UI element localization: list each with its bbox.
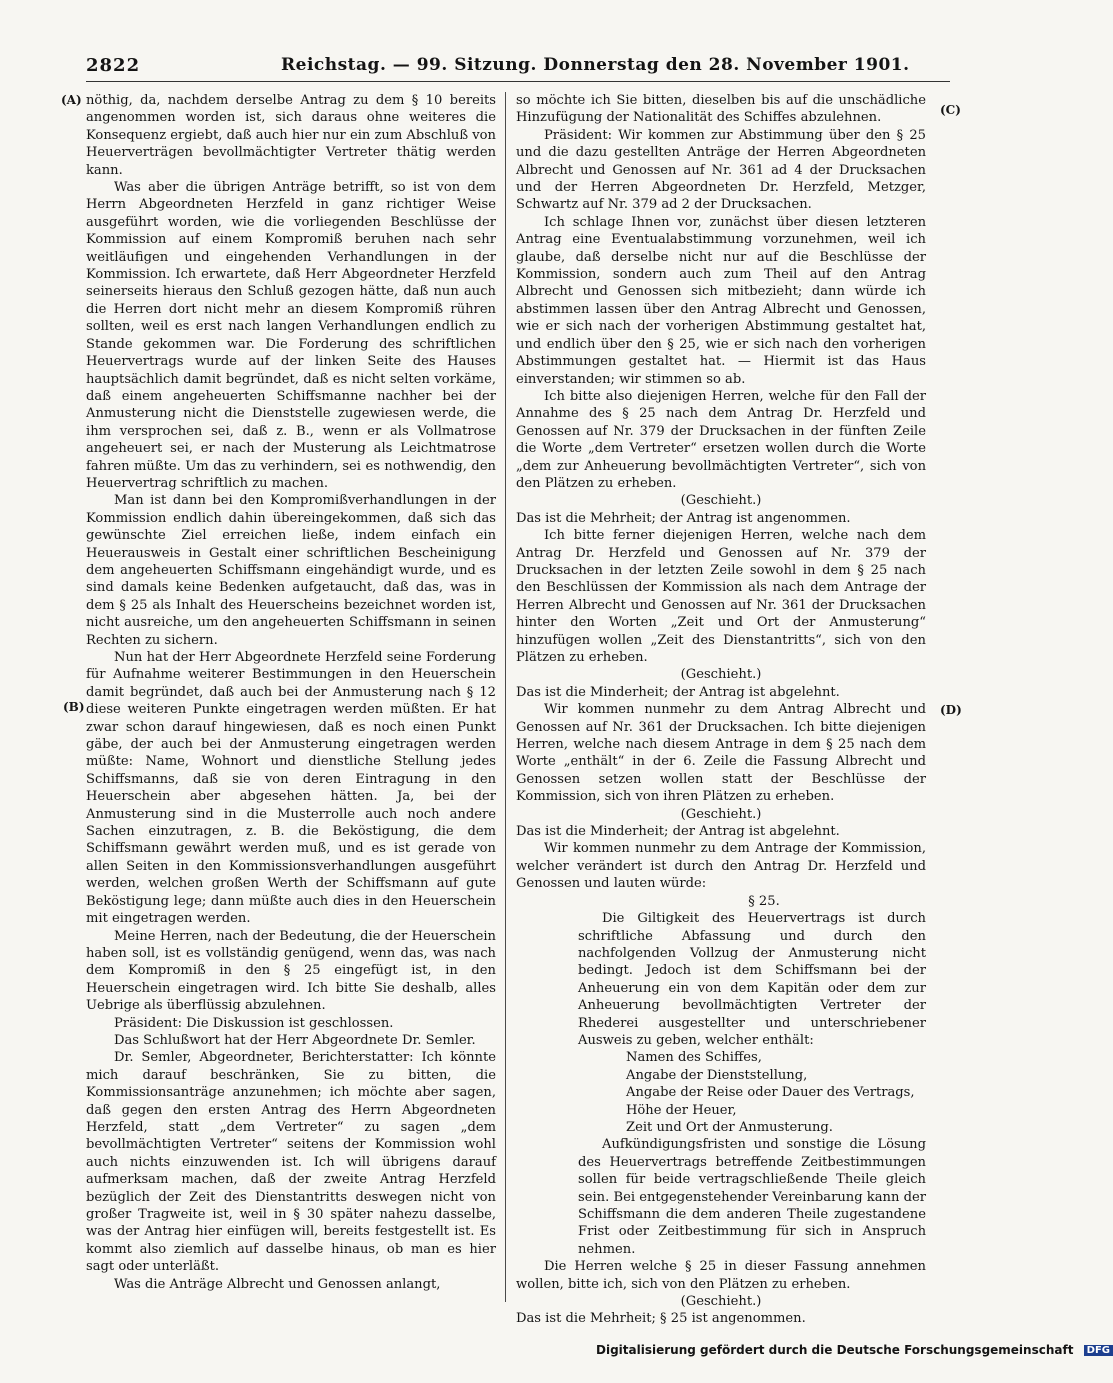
paragraph: Was aber die übrigen Anträge betrifft, so ist von dem Herrn Abgeordneten Herzfeld in ganz richtiger Weise ausgeführt worden, wie die vorliegenden Beschlüsse der Kommission auf einem Kompromiß beruhen nach sehr weitläufigen und eingehenden Verhandlungen in der Kommission. Ich erwartete, daß Herr Abgeordneter Herzfeld seinerseits hieraus den Schluß gezogen hätte, daß nun auch die Herren dort nicht mehr an diesem Kompromiß rühren sollten, weil es erst nach langen Verhandlungen endlich zu Stande gekommen war. Die Forderung des schriftlichen Heuervertrags wurde auf der linken Seite des Hauses hauptsächlich damit begründet, daß es nicht selten vorkäme, daß einem angeheuerten Schiffsmanne nachher bei der Anmusterung nicht die Dienststelle zugewiesen werde, die ihm versprochen sei, daß z. B., wenn er als Vollmatrose angeheuert sei, er nach der Musterung als Leichtmatrose fahren müßte. Um das zu verhindern, sei es nothwendig, den Heuervertrag schriftlich zu machen. xyxy=(86,180,496,491)
paragraph: Ich bitte ferner diejenigen Herren, welche nach dem Antrag Dr. Herzfeld und Genossen auf Nr. 379 der Drucksachen in der letzten Zeile sowohl in dem § 25 nach den Beschlüssen der Kommission als nach dem Antrage der Herren Albrecht und Genossen auf Nr. 361 der Drucksachen hinter den Worten „Zeit und Ort der Anmusterung“ hinzufügen wollen „Zeit des Dienstantritts“, sich von den Plätzen zu erheben. xyxy=(516,528,926,665)
law-item: Höhe der Heuer, xyxy=(626,1102,737,1118)
paragraph: Das Schlußwort hat der Herr Abgeordnete Dr. Semler. xyxy=(114,1032,476,1048)
page-number: 2822 xyxy=(86,55,141,76)
paragraph: Wir kommen nunmehr zu dem Antrage der Kommission, welcher verändert ist durch den Antrag Dr. Herzfeld und Genossen und lauten würde: xyxy=(516,841,926,892)
dfg-logo-icon: DFG xyxy=(1084,1345,1113,1356)
footer-credit xyxy=(596,1343,1110,1361)
law-item: Zeit und Ort der Anmusterung. xyxy=(626,1119,833,1135)
result-line: Das ist die Minderheit; der Antrag ist abgelehnt. xyxy=(516,684,840,700)
paragraph: Wir kommen nunmehr zu dem Antrag Albrecht und Genossen auf Nr. 361 der Drucksachen. Ich bitte diejenigen Herren, welche nach diesem Antrage in dem § 25 nach dem Worte „enthält“ in der 6. Zeile die Fassung Albrecht und Genossen setzen wollen statt der Beschlüsse der Kommission, sich von ihren Plätzen zu erheben. xyxy=(516,702,926,805)
law-item: Namen des Schiffes, xyxy=(626,1050,762,1066)
paragraph: Man ist dann bei den Kompromißverhandlungen in der Kommission endlich dahin übereingekommen, daß sich das gewünschte Ziel erreichen ließe, indem einfach ein Heuerausweis in Gestalt einer schriftlichen Bescheinigung dem angeheuerten Schiffsmann eingehändigt wurde, und es sind damals keine Bedenken aufgetaucht, daß das, was in dem § 25 als Inhalt des Heuerscheins bezeichnet worden ist, nicht ausreiche, um den angeheuerten Schiffsmann in seinen Rechten zu sichern. xyxy=(86,493,496,648)
law-item: Angabe der Reise oder Dauer des Vertrags, xyxy=(626,1085,915,1101)
stage-direction: (Geschieht.) xyxy=(680,806,762,822)
margin-mark-b: (B) xyxy=(63,700,85,714)
paragraph: Meine Herren, nach der Bedeutung, die der Heuerschein haben soll, ist es vollständig genügend, wenn das, was nach dem Kompromiß in den § 25 eingefügt ist, in den Heuerschein eingetragen wird. Ich bitte Sie deshalb, alles Uebrige als überflüssig abzulehnen. xyxy=(86,928,496,1014)
result-line: Das ist die Minderheit; der Antrag ist abgelehnt. xyxy=(516,824,840,840)
paragraph: Nun hat der Herr Abgeordnete Herzfeld seine Forderung für Aufnahme weiterer Bestimmungen in den Heuerschein damit begründet, daß auch bei der Anmusterung nach § 12 diese weiteren Punkte eingetragen werden müßten. Er hat zwar schon darauf hingewiesen, daß es noch einen Punkt gäbe, der auch bei der Anmusterung eingetragen werden müßte: Name, Wohnort und dienstliche Stellung jedes Schiffsmanns, daß sie von deren Eintragung in den Heuerschein aber abgesehen hätten. Ja, bei der Anmusterung sind in die Musterrolle auch noch andere Sachen einzutragen, z. B. die Beköstigung, die dem Schiffsmann gewährt werden muß, und es ist gerade von allen Seiten in den Kommissionsverhandlungen ausgeführt werden, welchen großen Werth der Schiffsmann auf gute Beköstigung lege; dann müßte auch dies in den Heuerschein mit eingetragen werden. xyxy=(86,650,496,927)
margin-mark-d: (D) xyxy=(940,703,962,717)
paragraph: nöthig, da, nachdem derselbe Antrag zu dem § 10 bereits angenommen worden ist, sich daraus ohne weiteres die Konsequenz ergiebt, daß auch hier nur ein zum Abschluß von Heuerverträgen bevollmächtigter Vertreter thätig werden kann. xyxy=(86,93,496,178)
paragraph: Präsident: Die Diskussion ist geschlossen. xyxy=(114,1015,394,1031)
law-paragraph: Die Giltigkeit des Heuervertrags ist durch schriftliche Abfassung und durch den nachfolgenden Vollzug der Anmusterung nicht bedingt. Jedoch ist dem Schiffsmann bei der Anheuerung ein von dem Kapitän oder dem zur Anheuerung bevollmächtigten Vertreter der Rhederei ausgestellter und unterschriebener Ausweis zu geben, welcher enthält: xyxy=(578,911,926,1048)
stage-direction: (Geschieht.) xyxy=(680,667,762,683)
result-line: Das ist die Mehrheit; der Antrag ist angenommen. xyxy=(516,510,851,526)
paragraph: so möchte ich Sie bitten, dieselben bis auf die unschädliche Hinzufügung der Nationalität des Schiffes abzulehnen. xyxy=(516,93,926,126)
paragraph: Dr. Semler, Abgeordneter, Berichterstatter: Ich könnte mich darauf beschränken, Sie zu bitten, die Kommissionsanträge anzunehmen; ich möchte aber sagen, daß gegen den ersten Antrag des Herrn Abgeordneten Herzfeld, statt „dem Vertreter“ zu sagen „dem bevollmächtigten Vertreter“ seitens der Kommission wohl auch nichts einzuwenden ist. Ich will übrigens darauf aufmerksam machen, daß der zweite Antrag Herzfeld bezüglich der Zeit des Dienstantritts deswegen nicht von großer Tragweite ist, weil in § 30 später nahezu dasselbe, was der Antrag hier einfügen will, bereits festgestellt ist. Es kommt also ziemlich auf dasselbe hinaus, ob man es hier sagt oder unterläßt. xyxy=(86,1050,496,1275)
paragraph: Präsident: Wir kommen zur Abstimmung über den § 25 und die dazu gestellten Anträge der Herren Abgeordneten Albrecht und Genossen auf Nr. 361 ad 4 der Drucksachen und der Herren Abgeordneten Dr. Herzfeld, Metzger, Schwartz auf Nr. 379 ad 2 der Drucksachen. xyxy=(516,127,926,213)
right-column xyxy=(516,92,926,1328)
law-text xyxy=(516,893,926,1259)
margin-mark-c: (C) xyxy=(940,103,961,117)
footer-text: Digitalisierung gefördert durch die Deutsche Forschungsgemeinschaft xyxy=(596,1343,1074,1357)
section-heading: § 25. xyxy=(748,893,780,909)
page-header xyxy=(86,55,950,82)
paragraph: Ich bitte also diejenigen Herren, welche für den Fall der Annahme des § 25 nach dem Antrag Dr. Herzfeld und Genossen auf Nr. 379 der Drucksachen in der fünften Zeile die Worte „dem Vertreter“ ersetzen wollen durch die Worte „dem zur Anheuerung bevollmächtigten Vertreter“, sich von den Plätzen zu erheben. xyxy=(516,388,926,491)
result-line: Das ist die Mehrheit; § 25 ist angenommen. xyxy=(516,1311,806,1327)
paragraph: Ich schlage Ihnen vor, zunächst über diesen letzteren Antrag eine Eventualabstimmung vorzunehmen, weil ich glaube, daß derselbe nicht nur auf die Beschlüsse der Kommission, sondern auch zum Theil auf den Antrag Albrecht und Genossen sich mitbezieht; dann würde ich abstimmen lassen über den Antrag Albrecht und Genossen, wie er sich nach der vorherigen Abstimmung gestaltet hat, und endlich über den § 25, wie er sich nach den vorherigen Abstimmungen gestaltet hat. — Hiermit ist das Haus einverstanden; wir stimmen so ab. xyxy=(516,214,926,387)
stage-direction: (Geschieht.) xyxy=(680,493,762,509)
stage-direction: (Geschieht.) xyxy=(680,1294,762,1310)
law-item: Angabe der Dienststellung, xyxy=(626,1067,808,1083)
law-paragraph: Aufkündigungsfristen und sonstige die Lösung des Heuervertrags betreffende Zeitbestimmungen sollen für beide vertragschließende Theile gleich sein. Bei entgegenstehender Vereinbarung kann der Schiffsmann die dem anderen Theile zugestandene Frist oder Zeitbestimmung für sich in Anspruch nehmen. xyxy=(578,1137,926,1257)
paragraph: Was die Anträge Albrecht und Genossen anlangt, xyxy=(114,1276,441,1292)
running-title: Reichstag. — 99. Sitzung. Donnerstag den 28. November 1901. xyxy=(281,55,910,75)
left-column xyxy=(86,92,496,1293)
paragraph: Die Herren welche § 25 in dieser Fassung annehmen wollen, bitte ich, sich von den Plätzen zu erheben. xyxy=(516,1259,926,1292)
column-divider xyxy=(505,92,506,1302)
margin-mark-a: (A) xyxy=(61,93,82,107)
